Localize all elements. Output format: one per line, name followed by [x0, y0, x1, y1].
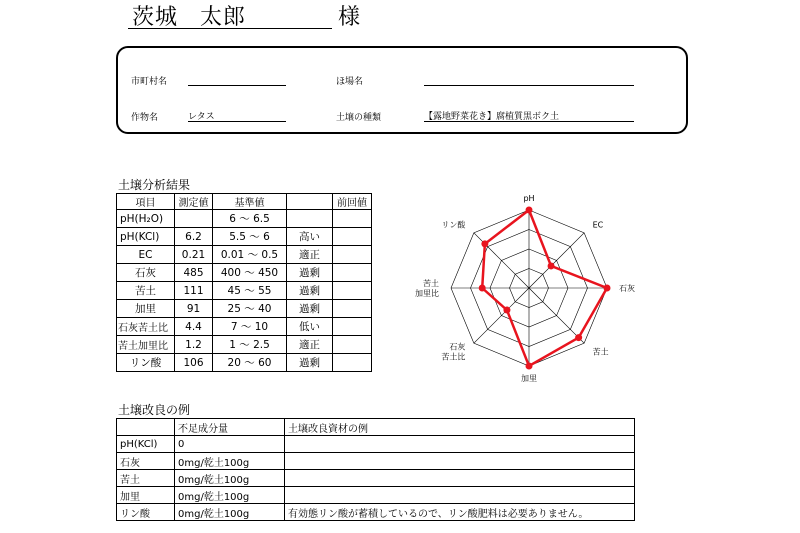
- crop-field[interactable]: レタス: [188, 109, 286, 122]
- radar-point: [526, 363, 533, 370]
- row-value: 4.4: [175, 318, 213, 336]
- row-standard: 7 ～ 10: [213, 318, 287, 336]
- radar-axis-label: 苦土: [592, 347, 609, 357]
- header-shortage: 不足成分量: [175, 419, 285, 436]
- row-previous: [333, 228, 372, 246]
- improvement-title: 土壌改良の例: [118, 403, 191, 417]
- row-judgement: 適正: [287, 246, 333, 264]
- row-item: 苦土: [117, 282, 175, 300]
- row-judgement: 過剰: [287, 264, 333, 282]
- table-row: [117, 487, 635, 504]
- radar-axis-label: pH: [523, 194, 535, 203]
- radar-point: [604, 285, 611, 292]
- row-judgement: 過剰: [287, 354, 333, 372]
- row-standard: 25 ～ 40: [213, 300, 287, 318]
- header-material: 土壌改良資材の例: [285, 419, 635, 436]
- table-row: [117, 453, 635, 470]
- row-material: [285, 453, 635, 470]
- row-item: 石灰苦土比: [117, 318, 175, 336]
- soil-type-label: 土壌の種類: [336, 113, 382, 123]
- row-previous: [333, 282, 372, 300]
- row-amount: 0mg/乾土100g: [175, 504, 285, 521]
- row-judgement: 適正: [287, 336, 333, 354]
- row-item: 石灰: [117, 453, 175, 470]
- radar-point: [481, 240, 488, 247]
- radar-axis-label: 加里: [521, 374, 537, 383]
- row-item: 石灰: [117, 264, 175, 282]
- customer-given-name: 太郎: [200, 5, 247, 30]
- row-judgement: [287, 210, 333, 228]
- row-previous: [333, 336, 372, 354]
- table-row: [117, 354, 372, 372]
- row-previous: [333, 300, 372, 318]
- row-item: リン酸: [117, 504, 175, 521]
- radar-point: [479, 285, 486, 292]
- row-previous: [333, 210, 372, 228]
- analysis-table: [116, 193, 372, 372]
- municipality-label: 市町村名: [131, 77, 168, 87]
- radar-point: [575, 334, 582, 341]
- soil-balance-radar-chart: [415, 194, 640, 383]
- row-value: 111: [175, 282, 213, 300]
- row-previous: [333, 318, 372, 336]
- row-value: 0.21: [175, 246, 213, 264]
- radar-axis-label: 苦土: [423, 279, 439, 288]
- row-item: pH(KCl): [117, 228, 175, 246]
- row-material: [285, 436, 635, 453]
- honorific: 様: [338, 5, 361, 30]
- table-row: [117, 264, 372, 282]
- header-standard: 基準値: [213, 194, 287, 210]
- row-value: 106: [175, 354, 213, 372]
- radar-point: [503, 307, 510, 314]
- row-value: 485: [175, 264, 213, 282]
- header-item: 項目: [117, 194, 175, 210]
- row-amount: 0mg/乾土100g: [175, 470, 285, 487]
- analysis-header-row: [117, 194, 372, 210]
- analysis-title: 土壌分析結果: [118, 178, 191, 192]
- row-standard: 5.5 ～ 6: [213, 228, 287, 246]
- table-row: [117, 318, 372, 336]
- row-standard: 0.01 ～ 0.5: [213, 246, 287, 264]
- row-judgement: 高い: [287, 228, 333, 246]
- radar-point: [526, 207, 533, 214]
- row-standard: 45 ～ 55: [213, 282, 287, 300]
- table-row: [117, 246, 372, 264]
- row-item: pH(KCl): [117, 436, 175, 453]
- row-standard: 400 ～ 450: [213, 264, 287, 282]
- radar-axis-label: 苦土比: [441, 352, 466, 362]
- row-judgement: 過剰: [287, 300, 333, 318]
- header-measured: 測定値: [175, 194, 213, 210]
- row-item: 苦土: [117, 470, 175, 487]
- row-amount: 0mg/乾土100g: [175, 487, 285, 504]
- table-row: [117, 436, 635, 453]
- row-value: 1.2: [175, 336, 213, 354]
- row-amount: 0: [175, 436, 285, 453]
- municipality-field[interactable]: [188, 73, 286, 86]
- row-item: 加里: [117, 300, 175, 318]
- soil-type-field[interactable]: 【露地野菜花き】腐植質黒ボク土: [424, 109, 634, 122]
- improvement-table: [116, 418, 635, 521]
- row-amount: 0mg/乾土100g: [175, 453, 285, 470]
- row-previous: [333, 264, 372, 282]
- row-material: [285, 470, 635, 487]
- table-row: [117, 282, 372, 300]
- row-previous: [333, 246, 372, 264]
- field-name-label: ほ場名: [336, 77, 364, 87]
- row-standard: 6 ～ 6.5: [213, 210, 287, 228]
- row-item: 苦土加里比: [117, 336, 175, 354]
- table-row: [117, 300, 372, 318]
- radar-axis-label: EC: [592, 220, 604, 230]
- row-item: EC: [117, 246, 175, 264]
- header-previous: 前回値: [333, 194, 372, 210]
- row-item: pH(H₂O): [117, 210, 175, 228]
- row-previous: [333, 354, 372, 372]
- table-row: [117, 228, 372, 246]
- table-row: [117, 336, 372, 354]
- table-row: [117, 504, 635, 521]
- row-standard: 20 ～ 60: [213, 354, 287, 372]
- customer-family-name: 茨城: [132, 5, 179, 30]
- header-blank: [117, 419, 175, 436]
- row-standard: 1 ～ 2.5: [213, 336, 287, 354]
- radar-axis-label: 石灰: [449, 342, 466, 352]
- radar-axis-label: 加里比: [415, 289, 439, 298]
- row-material: [285, 487, 635, 504]
- header-judgement: [287, 194, 333, 210]
- name-underline: [128, 28, 332, 29]
- customer-name: [132, 0, 246, 31]
- table-row: [117, 470, 635, 487]
- crop-label: 作物名: [131, 113, 159, 123]
- row-judgement: 過剰: [287, 282, 333, 300]
- row-material: 有効態リン酸が蓄積しているので、リン酸肥料は必要ありません。: [285, 504, 635, 521]
- radar-point: [548, 262, 555, 269]
- row-item: リン酸: [117, 354, 175, 372]
- field-name-field[interactable]: [424, 73, 634, 86]
- radar-axis-label: リン酸: [441, 220, 466, 230]
- table-row: [117, 210, 372, 228]
- row-value: [175, 210, 213, 228]
- radar-axis-label: 石灰: [619, 284, 635, 293]
- row-item: 加里: [117, 487, 175, 504]
- row-value: 6.2: [175, 228, 213, 246]
- improvement-header-row: [117, 419, 635, 436]
- row-value: 91: [175, 300, 213, 318]
- row-judgement: 低い: [287, 318, 333, 336]
